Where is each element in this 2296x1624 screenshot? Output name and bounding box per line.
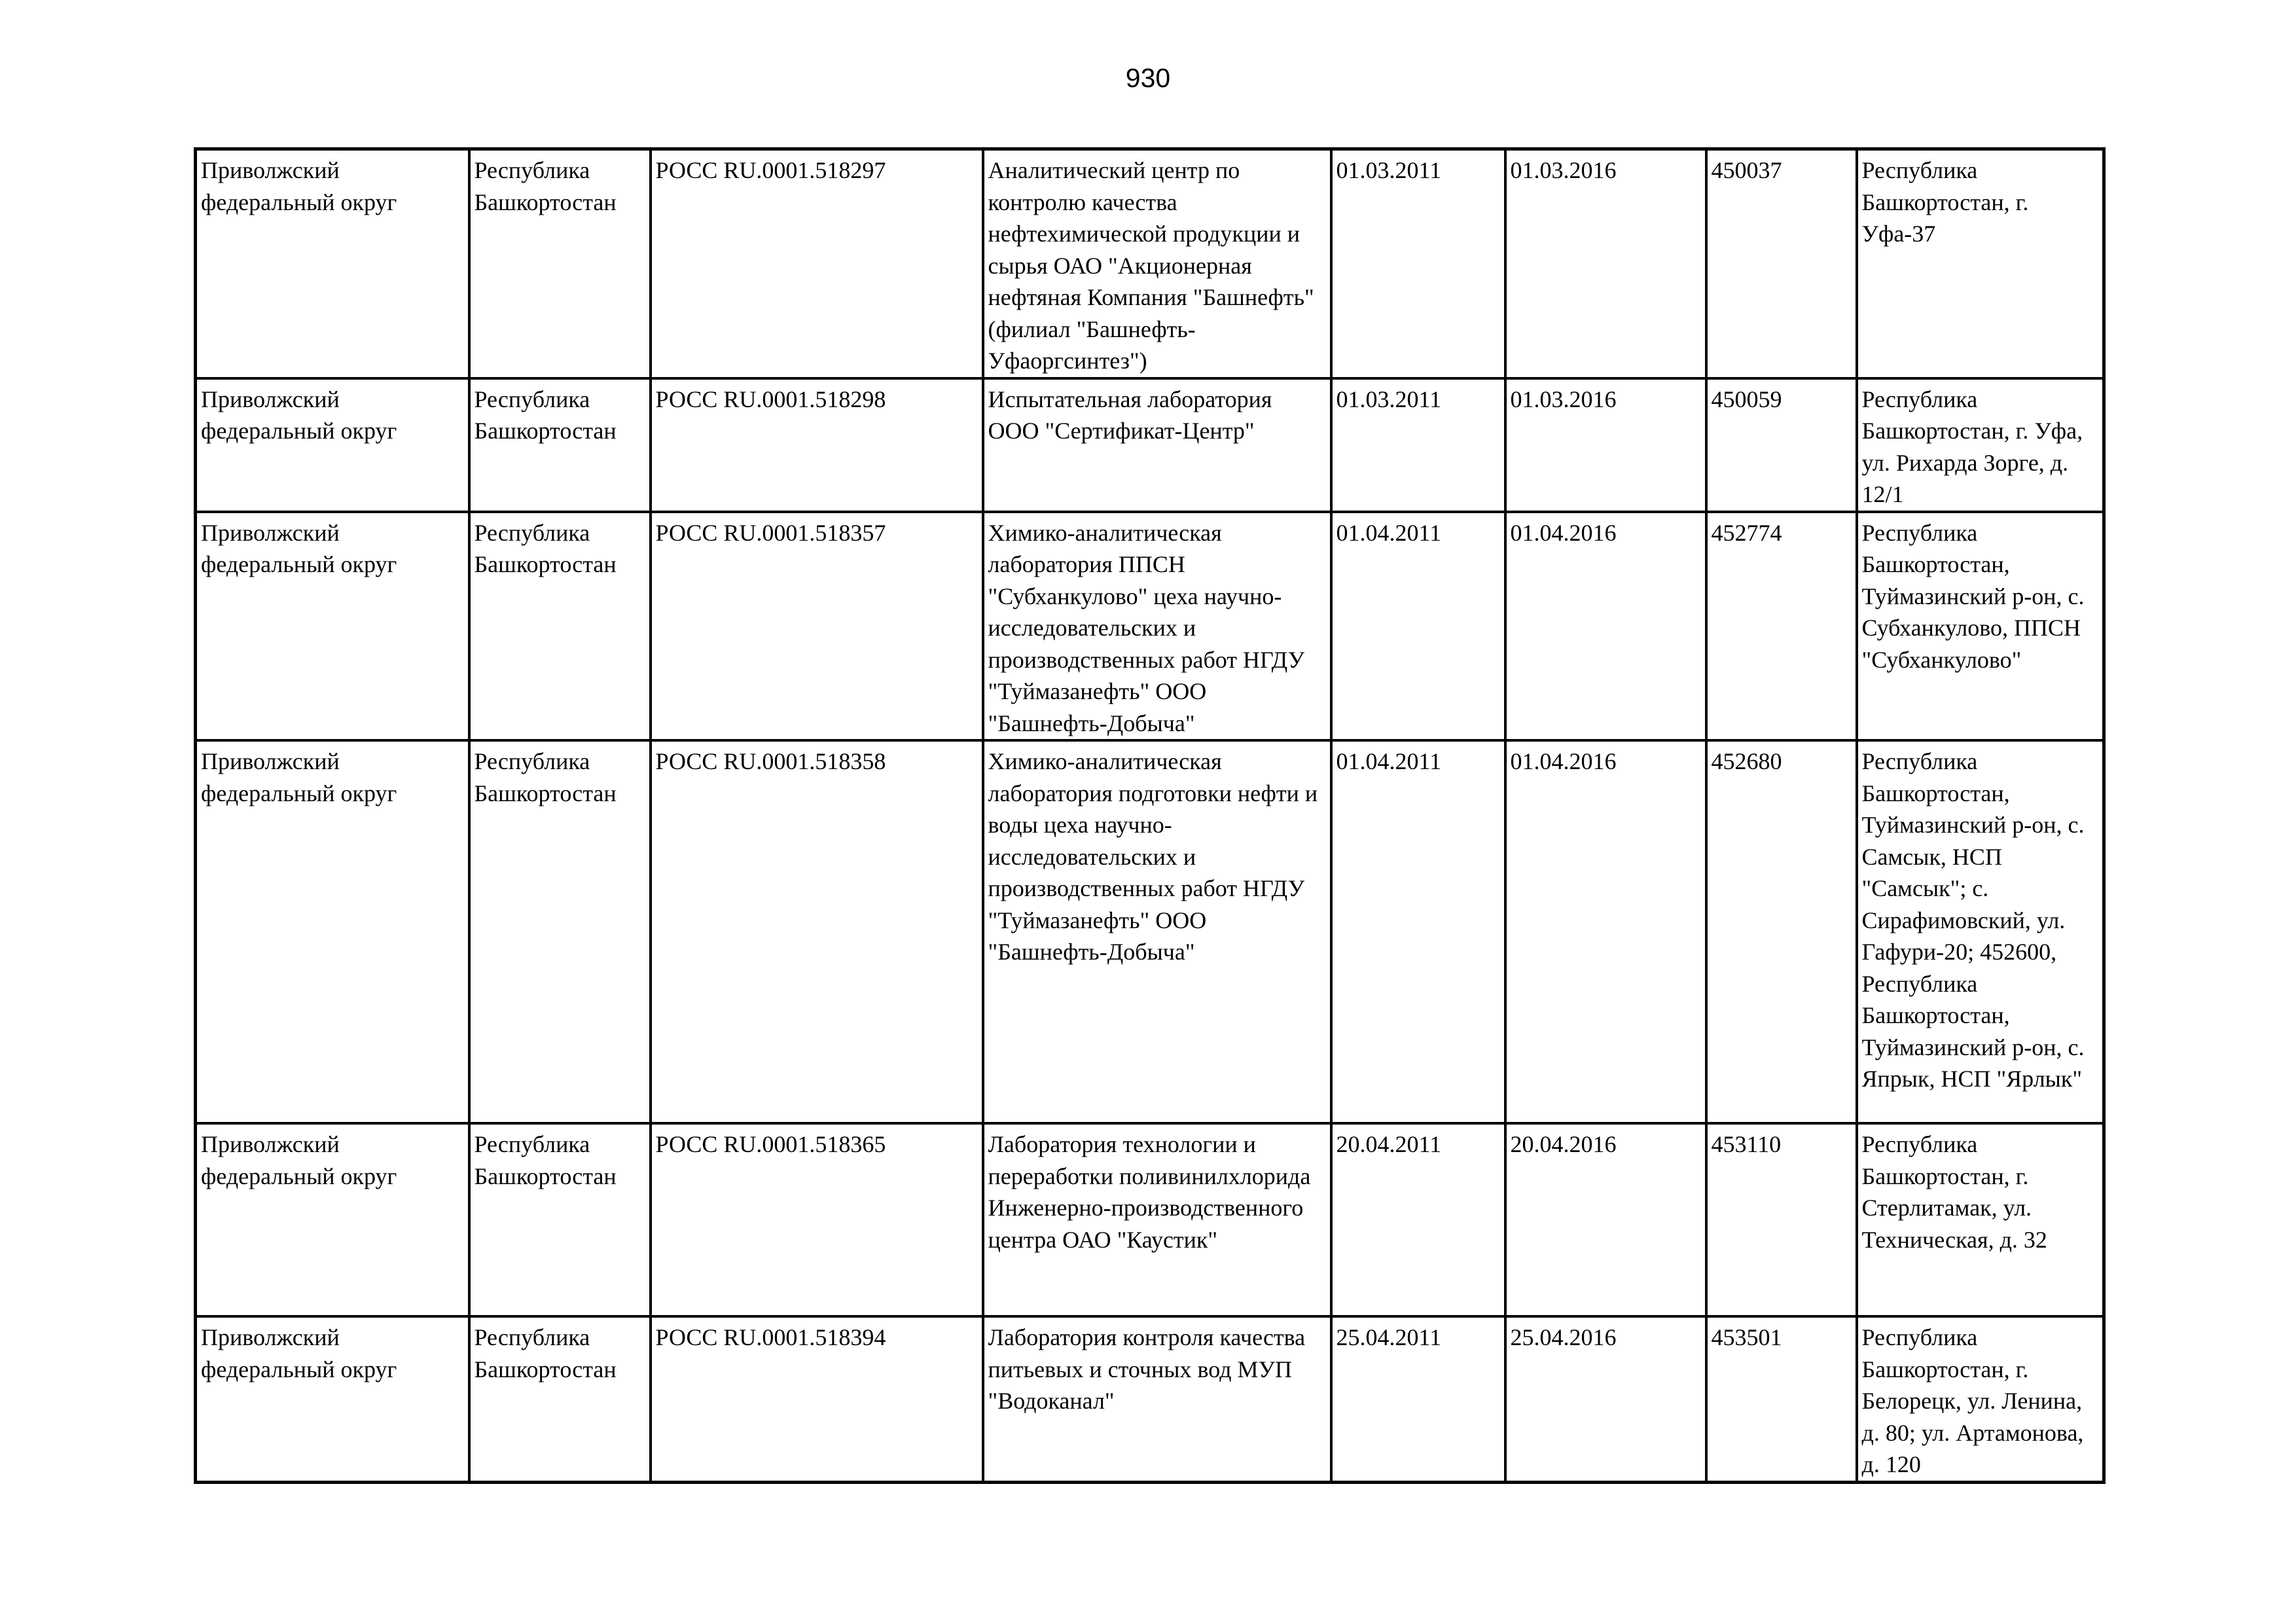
page-number: 930: [1125, 63, 1171, 93]
laboratory-name-cell: Химико-аналитическая лаборатория подготовки нефти и воды цеха научно-исследовательских и производственных работ НГДУ "Туймазанефть" ООО "Башнефть-Добыча": [983, 740, 1331, 1123]
region-cell: Республика Башкортостан: [469, 512, 651, 741]
certificate-number-cell: РОСС RU.0001.518394: [651, 1316, 983, 1482]
federal-district-cell: Приволжский федеральный округ: [196, 1316, 469, 1482]
certificate-number-cell: РОСС RU.0001.518357: [651, 512, 983, 741]
laboratory-name-cell: Аналитический центр по контролю качества нефтехимической продукции и сырья ОАО "Акционерная нефтяная Компания "Башнефть" (филиал "Башнефть-Уфаоргсинтез"): [983, 149, 1331, 378]
federal-district-cell: Приволжский федеральный округ: [196, 740, 469, 1123]
address-cell: Республика Башкортостан, Туймазинский р-он, с. Самсык, НСП "Самсык"; с. Сирафимовский, ул. Гафури-20; 452600, Республика Башкортостан, Туймазинский р-он, с. Япрык, НСП "Ярлык": [1857, 740, 2104, 1123]
certificate-number-cell: РОСС RU.0001.518298: [651, 378, 983, 512]
region-cell: Республика Башкортостан: [469, 149, 651, 378]
date-to-cell: 01.03.2016: [1505, 378, 1706, 512]
address-cell: Республика Башкортостан, г. Стерлитамак, ул. Техническая, д. 32: [1857, 1123, 2104, 1316]
table-row: [196, 378, 2104, 512]
federal-district-cell: Приволжский федеральный округ: [196, 1123, 469, 1316]
certificate-number-cell: РОСС RU.0001.518297: [651, 149, 983, 378]
date-to-cell: 01.04.2016: [1505, 512, 1706, 741]
laboratory-registry-table: [194, 147, 2106, 1484]
date-from-cell: 20.04.2011: [1331, 1123, 1505, 1316]
postal-code-cell: 453501: [1706, 1316, 1857, 1482]
laboratory-name-cell: Лаборатория технологии и переработки поливинилхлорида Инженерно-производственного центра ОАО "Каустик": [983, 1123, 1331, 1316]
certificate-number-cell: РОСС RU.0001.518358: [651, 740, 983, 1123]
date-from-cell: 01.03.2011: [1331, 378, 1505, 512]
federal-district-cell: Приволжский федеральный округ: [196, 512, 469, 741]
address-cell: Республика Башкортостан, Туймазинский р-он, с. Субханкулово, ППСН "Субханкулово": [1857, 512, 2104, 741]
address-cell: Республика Башкортостан, г. Уфа-37: [1857, 149, 2104, 378]
federal-district-cell: Приволжский федеральный округ: [196, 378, 469, 512]
postal-code-cell: 452774: [1706, 512, 1857, 741]
date-from-cell: 01.03.2011: [1331, 149, 1505, 378]
table-row: [196, 1123, 2104, 1316]
laboratory-name-cell: Испытательная лаборатория ООО "Сертификат-Центр": [983, 378, 1331, 512]
laboratory-name-cell: Химико-аналитическая лаборатория ППСН "Субханкулово" цеха научно-исследовательских и производственных работ НГДУ "Туймазанефть" ООО "Башнефть-Добыча": [983, 512, 1331, 741]
region-cell: Республика Башкортостан: [469, 1123, 651, 1316]
date-to-cell: 20.04.2016: [1505, 1123, 1706, 1316]
certificate-number-cell: РОСС RU.0001.518365: [651, 1123, 983, 1316]
address-cell: Республика Башкортостан, г. Уфа, ул. Рихарда Зорге, д. 12/1: [1857, 378, 2104, 512]
date-to-cell: 01.04.2016: [1505, 740, 1706, 1123]
table-row: [196, 1316, 2104, 1482]
table-row: [196, 149, 2104, 378]
region-cell: Республика Башкортостан: [469, 1316, 651, 1482]
laboratory-name-cell: Лаборатория контроля качества питьевых и сточных вод МУП "Водоканал": [983, 1316, 1331, 1482]
region-cell: Республика Башкортостан: [469, 378, 651, 512]
federal-district-cell: Приволжский федеральный округ: [196, 149, 469, 378]
address-cell: Республика Башкортостан, г. Белорецк, ул. Ленина, д. 80; ул. Артамонова, д. 120: [1857, 1316, 2104, 1482]
date-from-cell: 01.04.2011: [1331, 740, 1505, 1123]
postal-code-cell: 450037: [1706, 149, 1857, 378]
postal-code-cell: 453110: [1706, 1123, 1857, 1316]
date-from-cell: 25.04.2011: [1331, 1316, 1505, 1482]
date-to-cell: 01.03.2016: [1505, 149, 1706, 378]
date-to-cell: 25.04.2016: [1505, 1316, 1706, 1482]
region-cell: Республика Башкортостан: [469, 740, 651, 1123]
postal-code-cell: 452680: [1706, 740, 1857, 1123]
date-from-cell: 01.04.2011: [1331, 512, 1505, 741]
postal-code-cell: 450059: [1706, 378, 1857, 512]
table-row: [196, 512, 2104, 741]
table-row: [196, 740, 2104, 1123]
